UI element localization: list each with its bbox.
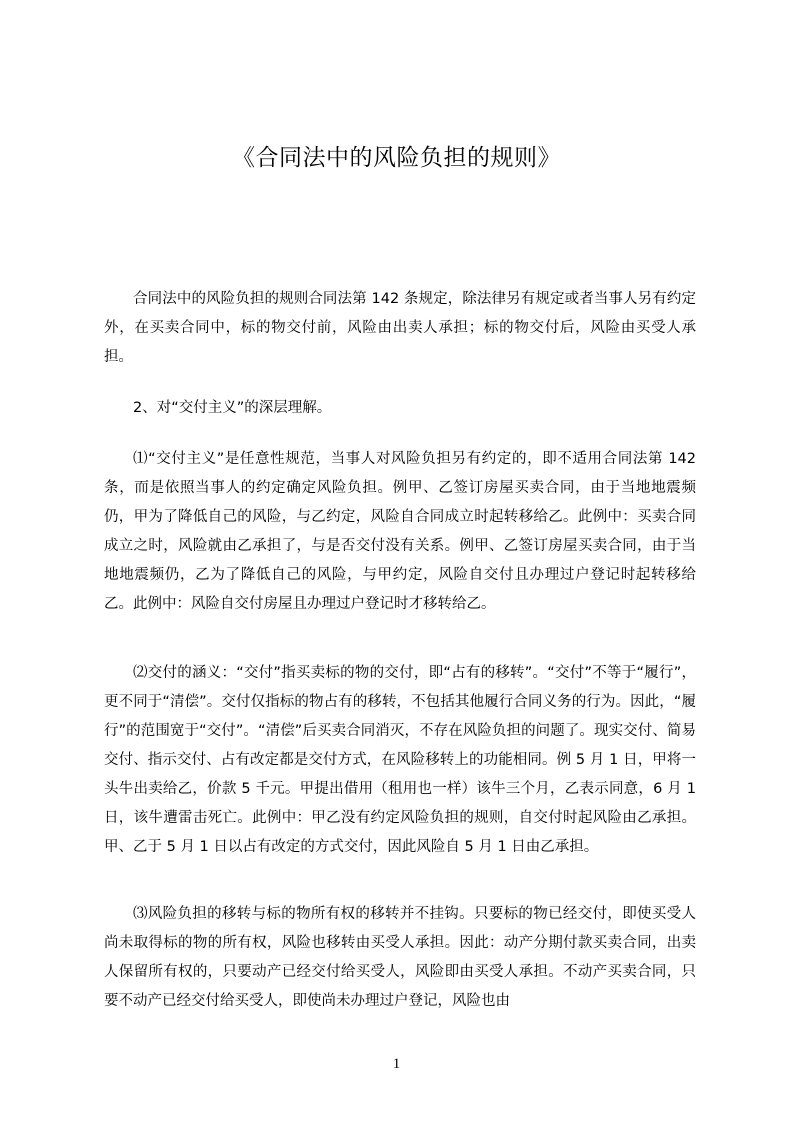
paragraph-text: 合同法中的风险负担的规则合同法第 142 条规定，除法律另有规定或者当事人另有约定外，在买卖合同中，标的物交付前，风险由出卖人承担；标的物交付后，风险由买受人承担。 [104, 291, 696, 365]
paragraph-article-142 [104, 285, 696, 372]
page-number: 1 [392, 1056, 401, 1072]
paragraph-text: ⑶风险负担的移转与标的物所有权的移转并不挂钩。只要标的物已经交付，即使买受人尚未取得标的物的所有权，风险也移转由买受人承担。因此：动产分期付款买卖合同，出卖人保留所有权的，只要动产已经交付给买受人，风险即由买受人承担。不动产买卖合同，只要不动产已经交付给买受人，即使尚未办理过户登记，风险也由 [104, 906, 696, 1009]
document-title: 《合同法中的风险负担的规则》 [232, 145, 561, 171]
paragraph-section-heading [104, 394, 696, 423]
paragraph-text: ⑵交付的涵义：“交付”指买卖标的物的交付，即“占有的移转”。“交付”不等于“履行”，更不同于“清偿”。交付仅指标的物占有的移转，不包括其他履行合同义务的行为。因此，“履行”的范围宽于“交付”。“清偿”后买卖合同消灭，不存在风险负担的问题了。现实交付、简易交付、指示交付、占有改定都是交付方式，在风险移转上的功能相同。例 5 月 1 日，甲将一头牛出卖给乙，价款 5 千元。甲提出借用（租用也一样）该牛三个月，乙表示同意，6 月 1 日，该牛遭雷击死亡。此例中：甲乙没有约定风险负担的规则，自交付时起风险由乙承担。甲、乙于 5 月 1 日以占有改定的方式交付，因此风险自 5 月 1 日由乙承担。 [104, 665, 696, 855]
paragraph-text: 2、对“交付主义”的深层理解。 [133, 400, 332, 416]
paragraph-point-1 [104, 445, 696, 619]
paragraph-point-2 [104, 659, 696, 862]
paragraph-point-3 [104, 900, 696, 1016]
paragraph-text: ⑴“交付主义”是任意性规范，当事人对风险负担另有约定的，即不适用合同法第 142 条，而是依照当事人的约定确定风险负担。例甲、乙签订房屋买卖合同，由于当地地震频仍，甲为了降低自己的风险，与乙约定，风险自合同成立时起转移给乙。此例中：买卖合同成立之时，风险就由乙承担了，与是否交付没有关系。例甲、乙签订房屋买卖合同，由于当地地震频仍，乙为了降低自己的风险，与甲约定，风险自交付且办理过户登记时起转移给乙。此例中：风险自交付房屋且办理过户登记时才移转给乙。 [104, 451, 696, 612]
